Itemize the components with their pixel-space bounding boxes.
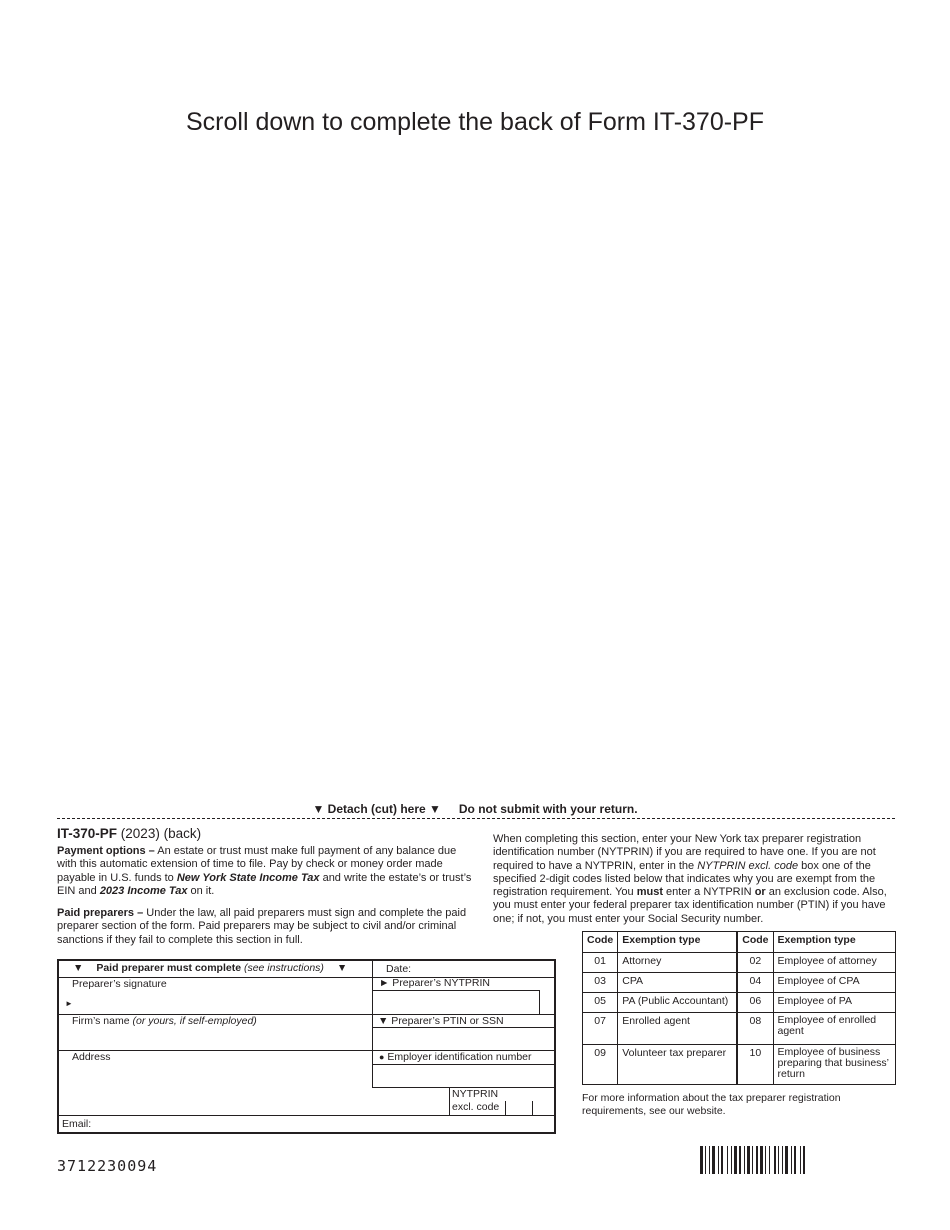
payment-text-1: An estate or trust must make full payment of any balance due with this automatic extension of time to file. Pay by check or money order made payable in U.S. funds to — [57, 845, 457, 884]
firm-name-note: (or yours, if self-employed) — [132, 1015, 257, 1027]
barcode-bar — [739, 1146, 741, 1174]
detach-notice — [0, 802, 950, 816]
instr-text-3: box one of the specified 2-digit codes listed below that indicates why you are exempt from the registration requirement. You — [493, 859, 876, 899]
instr-text-7: an exclusion code. Also, you must enter your federal preparer tax identification number (PTIN) if you have one; if not, you must enter your Social Security number. — [493, 886, 887, 925]
email-label: Email: — [62, 1118, 92, 1130]
barcode-bar — [785, 1146, 788, 1174]
table-row — [583, 1013, 896, 1045]
form-year: (2023) (back) — [120, 826, 202, 841]
ptin-label: ▼ Preparer’s PTIN or SSN — [378, 1015, 504, 1027]
instr-excl-code: NYTPRIN excl. code — [697, 859, 799, 872]
exemption-codes-table — [582, 931, 896, 1085]
firm-name-label — [72, 1015, 257, 1027]
ein-label — [379, 1051, 532, 1063]
code-cell: 05 — [583, 993, 618, 1013]
instr-must: must — [636, 886, 663, 899]
code-cell: 10 — [737, 1045, 773, 1085]
barcode-bar — [800, 1146, 801, 1174]
barcode-bar — [712, 1146, 715, 1174]
header-exemption-type: Exemption type — [618, 932, 738, 953]
type-cell: Volunteer tax preparer — [618, 1045, 738, 1085]
barcode-bar — [752, 1146, 753, 1174]
detach-cut-label: ▼ Detach (cut) here ▼ — [312, 802, 441, 816]
barcode-bar — [709, 1146, 710, 1174]
registration-info-note: For more information about the tax preparer registration requirements, see our website. — [582, 1092, 841, 1117]
do-not-submit-label: Do not submit with your return. — [458, 802, 638, 816]
payment-text-2: and write the estate’s or trust’s EIN and — [57, 871, 472, 897]
barcode-bar — [765, 1146, 766, 1174]
detach-dashed-line — [57, 818, 895, 819]
code-cell: 01 — [583, 953, 618, 973]
barcode-bar — [727, 1146, 728, 1174]
preparer-signature-label: Preparer’s signature — [72, 978, 167, 990]
code-cell: 04 — [737, 973, 773, 993]
type-cell: Employee of PA — [773, 993, 895, 1013]
code-cell: 08 — [737, 1013, 773, 1045]
paid-preparers-text: Under the law, all paid preparers must sign and complete the paid preparer section of the form. Paid preparers may be subject to civil and/or criminal sanctions if they fail to complete this section in full. — [57, 907, 467, 946]
barcode-bar — [778, 1146, 779, 1174]
signature-arrow-icon: ► — [65, 999, 73, 1008]
barcode-bar — [731, 1146, 732, 1174]
instr-text-5: enter a NYTPRIN — [662, 886, 755, 899]
type-cell: Employee of business preparing that business’ return — [773, 1045, 895, 1085]
nytprin-instructions — [493, 833, 898, 926]
address-field[interactable] — [59, 1051, 372, 1115]
form-name: IT-370-PF — [57, 826, 118, 841]
preparer-nytprin-label: ► Preparer’s NYTPRIN — [379, 977, 490, 989]
barcode-bar — [760, 1146, 763, 1174]
instr-text-1: When completing this section, enter your New York tax preparer registration identification number (NYTPRIN) if you are required to have one. If you are not required to have a NYTPRIN, enter in the — [493, 833, 876, 872]
barcode-bar — [744, 1146, 745, 1174]
preparer-box-title: Paid preparer must complete — [96, 962, 242, 974]
code-cell: 07 — [583, 1013, 618, 1045]
header-code: Code — [737, 932, 773, 953]
barcode-bar — [747, 1146, 750, 1174]
barcode-bar — [700, 1146, 703, 1174]
preparer-box-header — [73, 962, 347, 974]
firm-name-text: Firm’s name — [72, 1015, 130, 1027]
type-cell: Employee of enrolled agent — [773, 1013, 895, 1045]
barcode-bar — [721, 1146, 723, 1174]
payment-options-paragraph — [57, 845, 472, 898]
type-cell: PA (Public Accountant) — [618, 993, 738, 1013]
scroll-instruction-title: Scroll down to complete the back of Form IT-370-PF — [185, 108, 764, 136]
instr-or: or — [754, 886, 766, 899]
barcode-bar — [774, 1146, 776, 1174]
header-code: Code — [583, 932, 618, 953]
barcode-bar — [794, 1146, 796, 1174]
nytprin-input[interactable] — [372, 990, 540, 1014]
address-label: Address — [72, 1051, 111, 1063]
form-id-number: 3712230094 — [57, 1157, 158, 1175]
barcode-bar — [734, 1146, 737, 1174]
type-cell: Employee of attorney — [773, 953, 895, 973]
arrow-down-icon: ▼ — [73, 962, 84, 974]
barcode-icon — [700, 1146, 881, 1174]
payment-options-heading: Payment options – — [57, 845, 155, 857]
table-header-row — [583, 932, 896, 953]
excl-code-input[interactable] — [505, 1101, 533, 1115]
nytprin-excl-code-label — [452, 1088, 499, 1114]
excl-label-1: NYTPRIN — [452, 1088, 499, 1100]
barcode-bar — [705, 1146, 706, 1174]
see-instructions-note: (see instructions) — [243, 962, 324, 974]
table-row — [583, 973, 896, 993]
type-cell: Employee of CPA — [773, 973, 895, 993]
code-cell: 03 — [583, 973, 618, 993]
payment-text-3: on it. — [187, 884, 215, 897]
table-row — [583, 1045, 896, 1085]
paid-preparers-paragraph — [57, 907, 472, 947]
paid-preparers-heading: Paid preparers – — [57, 907, 144, 919]
bullet-icon: ● — [379, 1052, 385, 1062]
type-cell: CPA — [618, 973, 738, 993]
email-field[interactable] — [99, 1116, 554, 1132]
type-cell: Attorney — [618, 953, 738, 973]
ein-label-text: Employer identification number — [387, 1051, 532, 1063]
paid-preparer-box — [57, 959, 556, 1134]
barcode-bar — [718, 1146, 719, 1174]
arrow-down-icon: ▼ — [336, 962, 348, 974]
barcode-bar — [782, 1146, 783, 1174]
barcode-bar — [803, 1146, 805, 1174]
column-divider — [449, 1087, 450, 1115]
table-row — [583, 953, 896, 973]
header-exemption-type: Exemption type — [773, 932, 895, 953]
code-cell: 06 — [737, 993, 773, 1013]
excl-label-2: excl. code — [452, 1101, 500, 1113]
date-label: Date: — [386, 963, 412, 975]
payee-name: New York State Income Tax — [176, 871, 320, 884]
type-cell: Enrolled agent — [618, 1013, 738, 1045]
ptin-input[interactable] — [372, 1027, 556, 1050]
barcode-bar — [756, 1146, 758, 1174]
barcode-bar — [769, 1146, 770, 1174]
barcode-bar — [791, 1146, 792, 1174]
code-cell: 09 — [583, 1045, 618, 1085]
form-header — [57, 826, 201, 841]
payment-memo: 2023 Income Tax — [99, 884, 188, 897]
ein-input[interactable] — [372, 1064, 556, 1087]
table-row — [583, 993, 896, 1013]
code-cell: 02 — [737, 953, 773, 973]
